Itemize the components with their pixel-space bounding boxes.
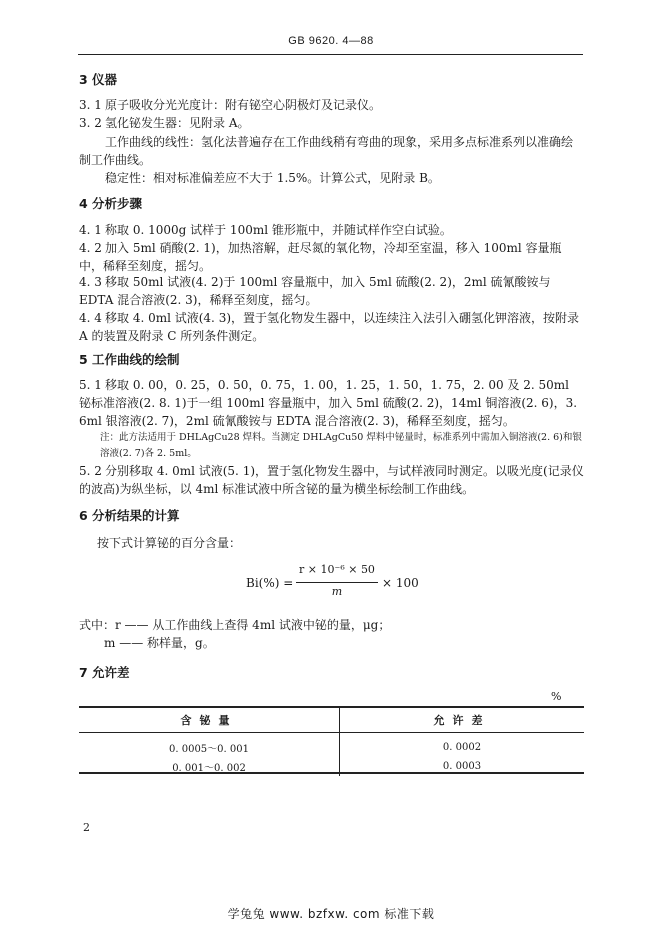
para-text: 分别移取 4. 0ml 试液(5. 1)，置于氢化物发生器中，与试样液同时测定。以吸光度(记录仪的波高)为纵坐标，以 4ml 标准试液中所含铋的量为横坐标绘制工作曲线。 [79, 464, 584, 496]
para-text: 移取 50ml 试液(4. 2)于 100ml 容量瓶中，加入 5ml 硫酸(2. 2)，2ml 硫氰酸铵与 EDTA 混合溶液(2. 3)，稀释至刻度，摇匀。 [79, 275, 551, 307]
page-number: 2 [83, 821, 90, 834]
table-cell: 0. 0003 [442, 761, 482, 772]
para-4-3 [79, 273, 584, 309]
bi-percent-formula [246, 563, 466, 603]
table-cell: 0. 001～0. 002 [79, 757, 340, 776]
para-6-where-m: m —— 称样量，g。 [104, 636, 215, 650]
para-num: 4. 2 [79, 241, 102, 255]
para-text: 移取 4. 0ml 试液(4. 3)，置于氢化物发生器中，以连续注入法引入硼氢化钾溶液，按附录 A 的装置及附录 C 所列条件测定。 [79, 311, 580, 343]
para-num: 5. 1 [79, 378, 102, 392]
para-num: 4. 1 [79, 223, 102, 237]
formula-numerator: r × 10⁻⁶ × 50 [299, 563, 375, 576]
para-text: 称取 0. 1000g 试样于 100ml 锥形瓶中，并随试样作空白试验。 [105, 223, 452, 237]
para-num: 4. 3 [79, 275, 102, 289]
header-rule [78, 54, 583, 55]
para-3-2 [79, 114, 584, 132]
formula-lhs: Bi(%) = [246, 576, 294, 590]
section-6-title: 6 分析结果的计算 [79, 508, 180, 523]
table-unit: % [551, 690, 562, 703]
para-text: 氢化铋发生器：见附录 A。 [105, 116, 250, 130]
tolerance-table [79, 708, 584, 776]
para-4-1 [79, 221, 584, 239]
para-num: 3. 1 [79, 98, 102, 112]
table-cell: 0. 0002 [442, 742, 482, 753]
formula-denominator: m [331, 585, 343, 598]
para-text: 原子吸收分光光度计：附有铋空心阴极灯及记录仪。 [105, 98, 382, 112]
table-header-tolerance: 允许差 [340, 708, 585, 733]
para-num: 5. 2 [79, 464, 102, 478]
para-num: 4. 4 [79, 311, 102, 325]
para-4-4 [79, 309, 584, 345]
para-text: 移取 0. 00，0. 25，0. 50，0. 75，1. 00，1. 25，1. 50，1. 75，2. 00 及 2. 50ml 铋标准溶液(2. 8. 1)于一组 100ml 容量瓶中，加入 5ml 硫酸(2. 2)，14ml 铜溶液(2. 6)，3. 6ml 银溶液(2. 7)，2ml 硫氰酸铵与 EDTA 混合溶液(2. 3)，稀释至刻度，摇匀。 [79, 378, 578, 428]
section-7-title: 7 允许差 [79, 665, 130, 680]
section-4-title: 4 分析步骤 [79, 196, 143, 211]
para-num: 3. 2 [79, 116, 102, 130]
para-text: 稳定性：相对标准偏差应不大于 1.5%。计算公式，见附录 B。 [105, 171, 440, 185]
section-3-title: 3 仪器 [79, 72, 118, 87]
formula-rhs: × 100 [382, 576, 419, 590]
fraction-bar [296, 582, 378, 583]
table-header-bismuth: 含铋量 [79, 708, 340, 733]
para-text: 加入 5ml 硝酸(2. 1)，加热溶解，赶尽氮的氧化物，冷却至室温，移入 100ml 容量瓶中，稀释至刻度，摇匀。 [79, 241, 562, 273]
para-5-2 [79, 462, 584, 498]
para-5-1 [79, 376, 584, 430]
note: 注：此方法适用于 DHLAgCu28 焊料。当测定 DHLAgCu50 焊料中铋量时，标准系列中需加入铜溶液(2. 6)和银溶液(2. 7)各 2. 5ml。 [100, 432, 582, 459]
para-3-1 [79, 96, 584, 114]
para-6-where-r: 式中：r —— 从工作曲线上查得 4ml 试液中铋的量，μg； [79, 618, 391, 632]
para-3-stability [79, 169, 584, 187]
para-3-linearity: 工作曲线的线性：氢化法普遍存在工作曲线稍有弯曲的现象，采用多点标准系列以准确绘制工作曲线。 [79, 135, 574, 167]
section-5-title: 5 工作曲线的绘制 [79, 352, 180, 367]
table-cell: 0. 0005～0. 001 [79, 733, 340, 758]
footer-watermark: 学兔兔 www. bzfxw. com 标准下载 [227, 907, 435, 921]
document-code: GB 9620. 4—88 [288, 35, 374, 47]
para-4-2 [79, 239, 584, 275]
para-6-intro: 按下式计算铋的百分含量： [97, 536, 242, 550]
table-bottom-rule [79, 772, 584, 774]
table-row [79, 733, 584, 758]
